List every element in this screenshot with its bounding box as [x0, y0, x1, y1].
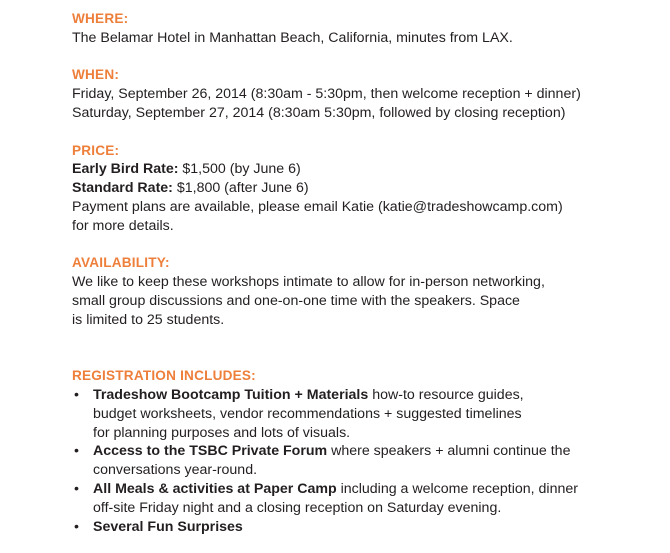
when-saturday: Saturday, September 27, 2014 (8:30am 5:30pm, followed by closing reception)	[72, 104, 566, 121]
standard-rate	[72, 179, 662, 198]
item-first-line	[93, 518, 662, 537]
item-title: Several Fun Surprises	[93, 518, 243, 535]
list-item	[72, 480, 662, 518]
price-section	[72, 142, 662, 236]
price-heading: PRICE:	[72, 142, 120, 158]
availability-line3: is limited to 25 students.	[72, 311, 225, 328]
where-section	[72, 10, 662, 48]
list-item	[72, 386, 662, 442]
when-heading: WHEN:	[72, 67, 120, 83]
standard-label: Standard Rate:	[72, 180, 173, 197]
item-first-line	[93, 386, 662, 405]
item-text: how-to resource guides,	[368, 386, 524, 403]
payment-note-line2: for more details.	[72, 217, 174, 234]
early-bird-rate	[72, 160, 662, 179]
list-item	[72, 442, 662, 480]
availability-line2: small group discussions and one-on-one time with the speakers. Space	[72, 292, 520, 309]
payment-note-line1: Payment plans are available, please email Katie (katie@tradeshowcamp.com)	[72, 198, 563, 215]
item-first-line	[93, 480, 662, 499]
spacer	[72, 330, 662, 368]
item-title: Access to the TSBC Private Forum	[93, 443, 328, 460]
availability-line1: We like to keep these workshops intimate to allow for in-person networking,	[72, 274, 545, 291]
spacer	[72, 236, 662, 255]
item-text: off-site Friday night and a closing reception on Saturday evening.	[93, 499, 502, 516]
item-text: conversations year-round.	[93, 462, 258, 479]
item-text: budget worksheets, vendor recommendations + suggested timelines	[93, 405, 522, 422]
item-text: where speakers + alumni continue the	[327, 443, 571, 460]
availability-section	[72, 254, 662, 329]
registration-section	[72, 367, 662, 536]
item-title: Tradeshow Bootcamp Tuition + Materials	[93, 386, 369, 403]
when-section	[72, 66, 662, 122]
item-title: All Meals & activities at Paper Camp	[93, 480, 337, 497]
early-bird-value: $1,500 (by June 6)	[178, 161, 301, 178]
availability-heading: AVAILABILITY:	[72, 255, 170, 271]
early-bird-label: Early Bird Rate:	[72, 161, 179, 178]
registration-list	[72, 386, 662, 536]
item-text: including a welcome reception, dinner	[336, 480, 578, 497]
item-first-line	[93, 442, 662, 461]
standard-value: $1,800 (after June 6)	[172, 180, 309, 197]
registration-heading: REGISTRATION INCLUDES:	[72, 368, 256, 384]
spacer	[72, 48, 662, 67]
when-friday: Friday, September 26, 2014 (8:30am - 5:30pm, then welcome reception + dinner)	[72, 86, 581, 103]
spacer	[72, 123, 662, 142]
event-details	[72, 10, 662, 536]
where-heading: WHERE:	[72, 11, 129, 26]
where-text: The Belamar Hotel in Manhattan Beach, California, minutes from LAX.	[72, 29, 513, 46]
list-item	[72, 518, 662, 537]
item-text: for planning purposes and lots of visuals.	[93, 424, 351, 441]
